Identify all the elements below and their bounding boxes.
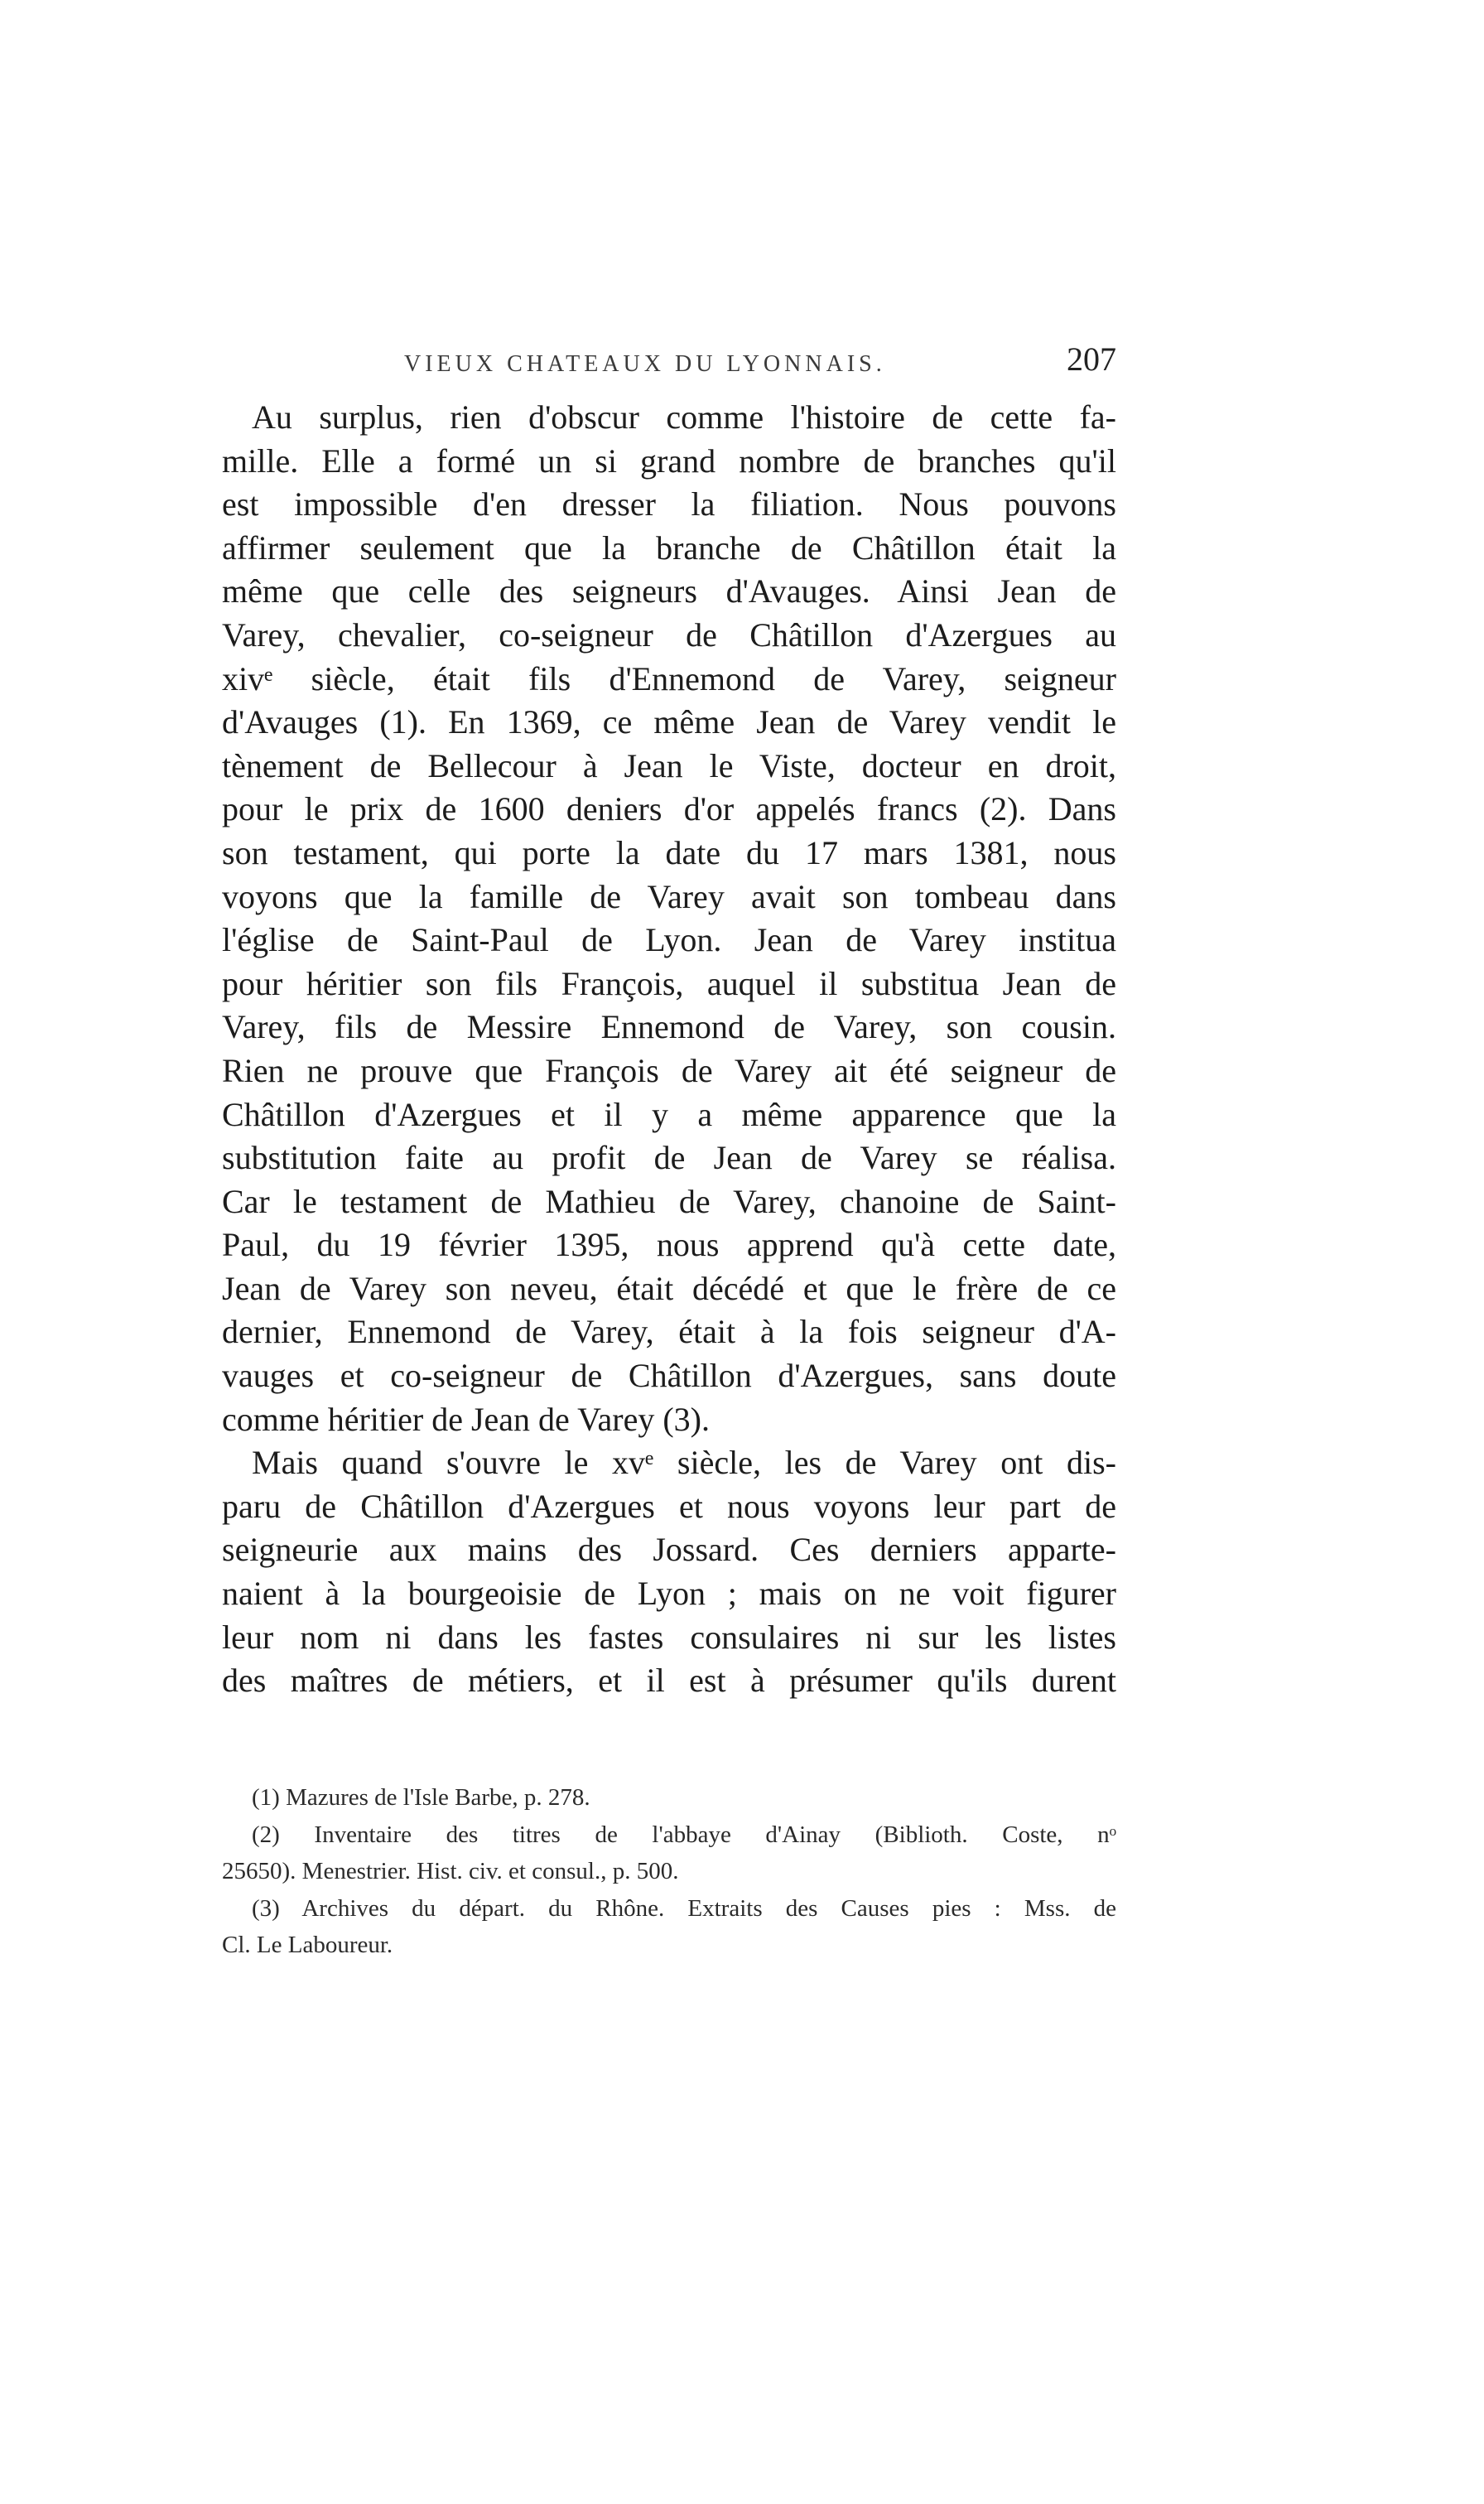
footnotes [222, 1779, 1116, 1964]
text-line: Varey, fils de Messire Ennemond de Varey, son cousin. [222, 1008, 1116, 1046]
text-line: Varey, chevalier, co-seigneur de Châtillon d'Azergues au [222, 615, 1116, 654]
text-line: mille. Elle a formé un si grand nombre de branches qu'il [222, 441, 1116, 480]
text-line: Au surplus, rien d'obscur comme l'histoire de cette fa- [252, 398, 1116, 436]
footnote-line: 25650). Menestrier. Hist. civ. et consul., p. 500. [222, 1858, 679, 1884]
text-line: est impossible d'en dresser la filiation. Nous pouvons [222, 485, 1116, 523]
text-line: Mais quand s'ouvre le xvᵉ siècle, les de Varey ont dis- [252, 1444, 1116, 1482]
text-line: affirmer seulement que la branche de Châtillon était la [222, 528, 1116, 567]
text-line: pour le prix de 1600 deniers d'or appelés francs (2). Dans [222, 790, 1116, 828]
text-line: paru de Châtillon d'Azergues et nous voyons leur part de [222, 1487, 1116, 1525]
text-line: son testament, qui porte la date du 17 mars 1381, nous [222, 833, 1116, 871]
running-title: VIEUX CHATEAUX DU LYONNAIS. [404, 351, 886, 377]
text-line: naient à la bourgeoisie de Lyon ; mais on ne voit figurer [222, 1575, 1116, 1613]
page-header [222, 340, 1116, 389]
footnote-line: Cl. Le Laboureur. [222, 1932, 393, 1958]
text-line: Paul, du 19 février 1395, nous apprend qu'à cette date, [222, 1226, 1116, 1264]
text-line: d'Avauges (1). En 1369, ce même Jean de Varey vendit le [222, 703, 1116, 741]
text-line: xivᵉ siècle, était fils d'Ennemond de Varey, seigneur [222, 659, 1116, 697]
text-line: l'église de Saint-Paul de Lyon. Jean de Varey institua [222, 921, 1116, 959]
page-number: 207 [1067, 340, 1116, 378]
text-line: pour héritier son fils François, auquel il substitua Jean de [222, 964, 1116, 1002]
text-line: leur nom ni dans les fastes consulaires ni sur les listes [222, 1618, 1116, 1656]
text-line: Jean de Varey son neveu, était décédé et que le frère de ce [222, 1269, 1116, 1307]
body-text [222, 396, 1116, 1703]
text-line: dernier, Ennemond de Varey, était à la fois seigneur d'A- [222, 1313, 1116, 1351]
footnote-line: (1) Mazures de l'Isle Barbe, p. 278. [252, 1784, 590, 1811]
text-line: vauges et co-seigneur de Châtillon d'Azergues, sans doute [222, 1357, 1116, 1395]
text-line: seigneurie aux mains des Jossard. Ces derniers apparte- [222, 1531, 1116, 1569]
text-line: Châtillon d'Azergues et il y a même apparence que la [222, 1095, 1116, 1133]
text-line: Rien ne prouve que François de Varey ait été seigneur de [222, 1051, 1116, 1089]
text-line: des maîtres de métiers, et il est à présumer qu'ils durent [222, 1662, 1116, 1700]
footnote-line: (2) Inventaire des titres de l'abbaye d'Ainay (Biblioth. Coste, nᵒ [252, 1821, 1116, 1848]
text-line: comme héritier de Jean de Varey (3). [222, 1400, 711, 1438]
text-line: voyons que la famille de Varey avait son tombeau dans [222, 877, 1116, 915]
text-line: Car le testament de Mathieu de Varey, chanoine de Saint- [222, 1182, 1116, 1220]
footnote-line: (3) Archives du départ. du Rhône. Extraits des Causes pies : Mss. de [252, 1894, 1116, 1922]
text-line: même que celle des seigneurs d'Avauges. Ainsi Jean de [222, 572, 1116, 610]
text-line: substitution faite au profit de Jean de Varey se réalisa. [222, 1139, 1116, 1177]
text-line: tènement de Bellecour à Jean le Viste, docteur en droit, [222, 746, 1116, 784]
